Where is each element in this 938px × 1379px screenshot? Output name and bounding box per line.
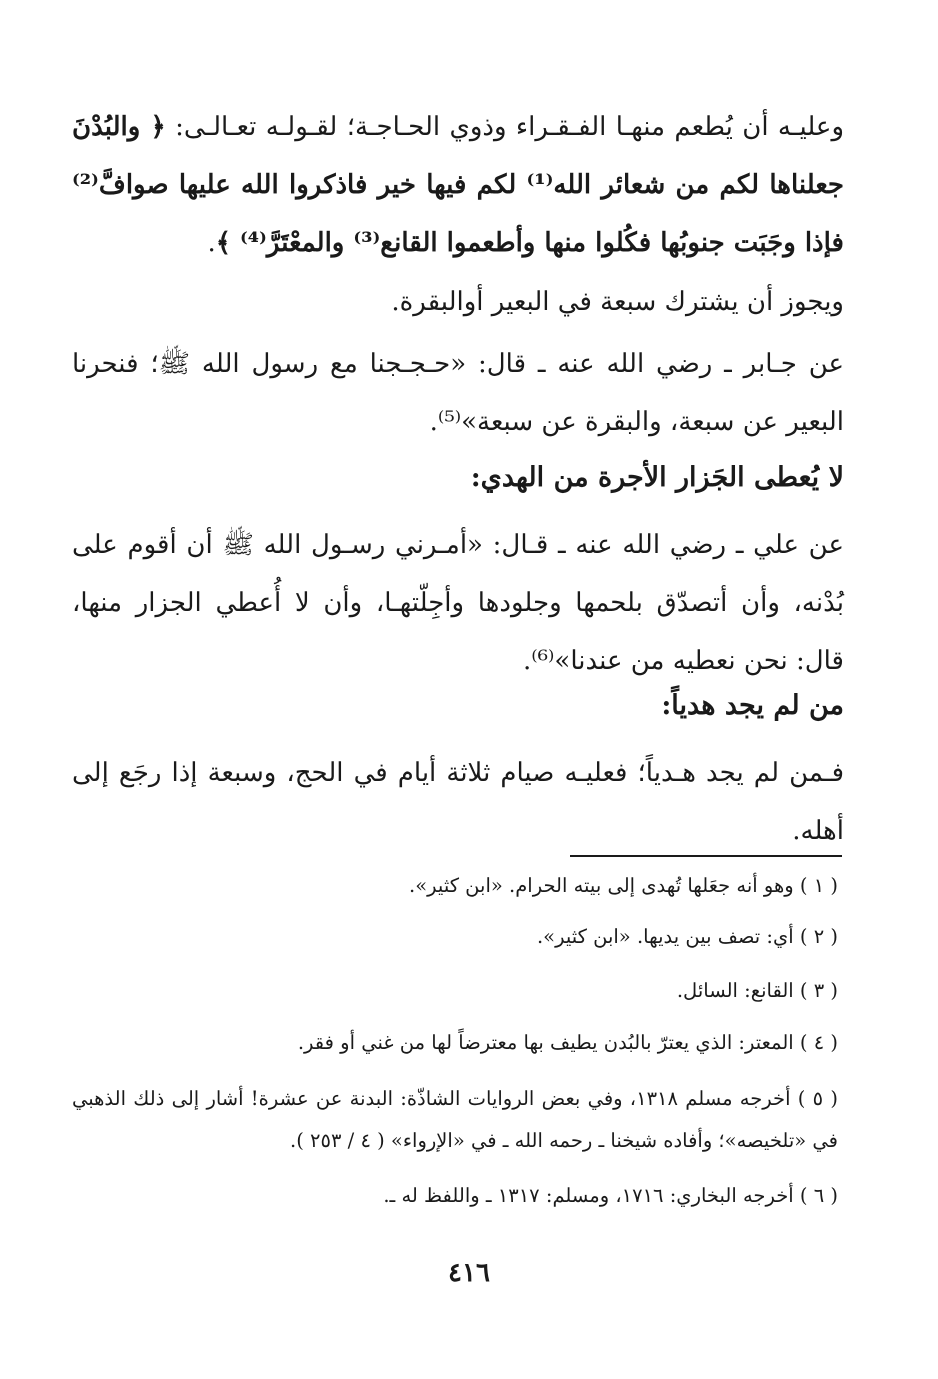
footnote-3: ( ٣ ) القانع: السائل. [676, 979, 838, 1002]
paragraph-seven-share: ويجوز أن يشترك سبعة في البعير أوالبقرة. [391, 287, 844, 317]
footnote-1: ( ١ ) وهو أنه جعَلها تُهدى إلى بيته الحرام. «ابن كثير». [409, 874, 838, 897]
paragraph-intro-text: وعليـه أن يُطعم منهـا الفـقـراء وذوي الحـاجـة؛ لقـولـه تعـالـى: [165, 112, 844, 142]
quran-verse: ﴿ والبُدْنَ جعلناها لكم من شعائر الله⁽¹⁾ لكم فيها خير فاذكروا الله عليها صوافَّ⁽²⁾ فإذا وجَبَت جنوبُها فكُلوا منها وأطعموا القانع⁽³⁾ والمعْتَرَّ⁽⁴⁾ ﴾ [72, 112, 844, 258]
paragraph-fasting: فـمن لم يجد هـدياً؛ فعليـه صيام ثلاثة أيام في الحج، وسبعة إذا رجَع إلى أهله. [72, 758, 845, 846]
paragraph-sacrifice-feeding [72, 98, 844, 272]
footnote-5: ( ٥ ) أخرجه مسلم ١٣١٨، وفي بعض الروايات الشاذّة: البدنة عن عشرة! أشار إلى ذلك الذهبي في «تلخيصه»؛ وأفاده شيخنا ـ رحمه الله ـ في «الإرواء» ( ٤ / ٢٥٣ ). [72, 1087, 838, 1152]
section-heading-butcher-wage: لا يُعطى الجَزار الأجرة من الهدي: [470, 462, 844, 493]
footnote-4: ( ٤ ) المعتر: الذي يعترّ بالبُدن يطيف بها معترضاً لها من غني أو فقر. [297, 1031, 838, 1054]
page-number: ٤١٦ [448, 1258, 490, 1288]
footnote-2: ( ٢ ) أي: تصف بين يديها. «ابن كثير». [536, 925, 838, 948]
paragraph-ali-hadith: عن علي ـ رضي الله عنه ـ قـال: «أمـرني رسـول الله ﷺ أن أقوم على بُدْنه، وأن أتصدّق بلحمها وجلودها وأجِلّتهـا، وأن لا أُعطي الجزار منها، قال: نحن نعطيه من عندنا»⁽⁶⁾. [72, 530, 844, 676]
section-heading-no-sacrifice: من لم يجد هدياً: [661, 690, 844, 721]
paragraph-end-mark: . [207, 228, 216, 258]
paragraph-jabir-hadith: عن جـابر ـ رضي الله عنه ـ قال: «حـجـجنا مع رسول الله ﷺ؛ فنحرنا البعير عن سبعة، والبقرة عن سبعة»⁽⁵⁾. [72, 349, 844, 437]
footnote-divider [570, 855, 842, 857]
footnote-6: ( ٦ ) أخرجه البخاري: ١٧١٦، ومسلم: ١٣١٧ ـ واللفظ له ـ. [383, 1184, 838, 1207]
